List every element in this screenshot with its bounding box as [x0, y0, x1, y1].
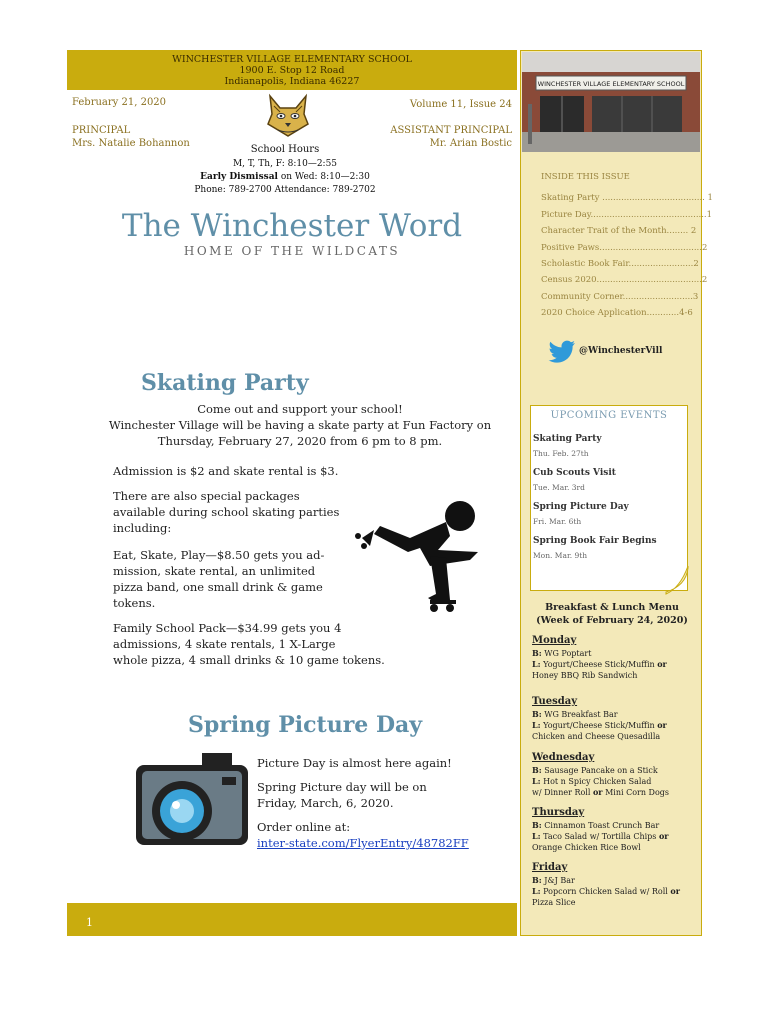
or-label: or — [658, 831, 669, 841]
menu-title-line-2: (Week of February 24, 2020) — [536, 615, 688, 626]
issue-date: February 21, 2020 — [72, 97, 167, 108]
text-line: tokens. — [113, 596, 156, 610]
skating-intro-line: Thursday, February 27, 2020 from 6 pm to 8 pm. — [157, 434, 443, 448]
menu-items — [532, 820, 694, 853]
skating-package-family — [113, 620, 385, 668]
skating-admission: Admission is $2 and skate rental is $3. — [113, 464, 339, 478]
event-date: Fri. Mar. 6th — [533, 517, 582, 526]
toc-item[interactable]: Scholastic Book Fair........................2 — [541, 259, 699, 269]
text-line: whole pizza, 4 small drinks & 10 game tokens. — [113, 653, 385, 667]
skating-packages — [113, 488, 339, 536]
or-label: or — [670, 886, 680, 896]
newsletter-subtitle: HOME OF THE WILDCATS — [183, 244, 401, 258]
skating-package-eat-skate-play — [113, 547, 324, 611]
text-line: available during school skating parties — [113, 505, 340, 519]
school-hours — [180, 143, 390, 197]
menu-day: Friday — [532, 862, 568, 873]
lunch-item: Hot n Spicy Chicken Salad — [543, 777, 652, 786]
event-date: Tue. Mar. 3rd — [533, 483, 585, 492]
early-dismissal — [180, 171, 390, 184]
menu-lunch — [532, 720, 694, 731]
event-date: Mon. Mar. 9th — [533, 551, 588, 560]
menu-items — [532, 709, 694, 742]
lunch-item: Popcorn Chicken Salad w/ Roll — [543, 887, 671, 896]
lunch-label: L: — [532, 776, 541, 786]
wildcat-mascot-icon — [264, 94, 312, 138]
breakfast-item: Cinnamon Toast Crunch Bar — [544, 821, 660, 830]
menu-day: Monday — [532, 635, 577, 646]
footer-band — [67, 903, 517, 936]
lunch-item: Taco Salad w/ Tortilla Chips — [543, 832, 659, 841]
menu-items — [532, 765, 694, 798]
early-dismissal-label: Early Dismissal — [200, 172, 278, 182]
lunch-item: Chicken and Cheese Quesadilla — [532, 732, 661, 741]
menu-title-line-1: Breakfast & Lunch Menu — [545, 602, 679, 613]
text-line: Family School Pack—$34.99 gets you 4 — [113, 621, 342, 635]
lunch-item: Honey BBQ Rib Sandwich — [532, 671, 638, 680]
or-label: or — [592, 787, 603, 797]
menu-day: Wednesday — [532, 752, 595, 763]
principal-label: PRINCIPAL — [72, 125, 131, 136]
address-line-1: 1900 E. Stop 12 Road — [239, 65, 345, 76]
text-line: Eat, Skate, Play—$8.50 gets you ad- — [113, 548, 325, 562]
toc-item[interactable]: Community Corner..........................3 — [541, 292, 699, 302]
skating-party-heading: Skating Party — [141, 370, 309, 396]
text-line: Picture Day is almost here again! — [257, 756, 452, 770]
or-label: or — [657, 659, 667, 669]
breakfast-item: WG Breakfast Bar — [544, 710, 618, 719]
picture-day-text — [257, 755, 469, 851]
breakfast-item: WG Poptart — [544, 649, 592, 658]
breakfast-item: J&J Bar — [544, 876, 575, 885]
menu-title — [527, 601, 697, 627]
lunch-item: w/ Dinner Roll — [532, 788, 593, 797]
text-line: mission, skate rental, an unlimited — [113, 564, 316, 578]
school-hours-title: School Hours — [250, 144, 320, 155]
or-label: or — [657, 720, 667, 730]
lunch-item: Pizza Slice — [532, 898, 576, 907]
principal-name: Mrs. Natalie Bohannon — [72, 138, 190, 149]
photo-sign-text: WINCHESTER VILLAGE ELEMENTARY SCHOOL — [537, 80, 685, 88]
breakfast-item: Sausage Pancake on a Stick — [544, 766, 658, 775]
skating-intro-line: Come out and support your school! — [197, 402, 403, 416]
breakfast-label: B: — [532, 765, 542, 775]
camera-icon — [132, 745, 254, 850]
skating-intro-line: Winchester Village will be having a skate party at Fun Factory on — [108, 418, 492, 432]
menu-breakfast — [532, 820, 694, 831]
lunch-item: Mini Corn Dogs — [605, 788, 669, 797]
twitter-bird-icon[interactable] — [548, 340, 576, 364]
breakfast-label: B: — [532, 648, 542, 658]
event-name: Spring Book Fair Begins — [533, 536, 657, 546]
address-line-2: Indianapolis, Indiana 46227 — [224, 76, 360, 87]
assistant-principal-name: Mr. Arian Bostic — [429, 138, 512, 149]
roller-skater-icon — [350, 496, 495, 614]
event-name: Cub Scouts Visit — [533, 468, 616, 478]
page-curl-icon — [666, 566, 690, 594]
lunch-label: L: — [532, 659, 541, 669]
menu-lunch — [532, 831, 694, 842]
menu-day: Thursday — [532, 807, 585, 818]
toc-item[interactable]: Positive Paws......................................2 — [541, 243, 708, 253]
text-line: Friday, March, 6, 2020. — [257, 796, 394, 810]
upcoming-events-title: UPCOMING EVENTS — [550, 410, 668, 421]
toc-item[interactable]: 2020 Choice Application............4-6 — [541, 308, 693, 318]
skating-intro — [80, 401, 520, 449]
header-band — [67, 50, 517, 90]
breakfast-label: B: — [532, 820, 542, 830]
menu-items — [532, 875, 694, 908]
page-number: 1 — [86, 916, 93, 929]
text-line: Spring Picture day will be on — [257, 780, 427, 794]
text-line: There are also special packages — [113, 489, 300, 503]
menu-lunch-cont — [532, 787, 694, 798]
toc-item[interactable]: Picture Day...........................................1 — [541, 210, 713, 220]
lunch-item: Yogurt/Cheese Stick/Muffin — [543, 660, 658, 669]
toc-item[interactable]: Census 2020.......................................2 — [541, 275, 708, 285]
event-name: Spring Picture Day — [533, 502, 629, 512]
menu-lunch — [532, 659, 694, 670]
upcoming-events-box — [530, 405, 688, 591]
school-name: WINCHESTER VILLAGE ELEMENTARY SCHOOL — [172, 54, 412, 65]
menu-breakfast — [532, 875, 694, 886]
event-date: Thu. Feb. 27th — [533, 449, 589, 458]
event-name: Skating Party — [533, 434, 602, 444]
text-line: including: — [113, 521, 172, 535]
phone-numbers: Phone: 789-2700 Attendance: 789-2702 — [194, 185, 376, 195]
twitter-handle[interactable]: @WinchesterVill — [579, 346, 663, 356]
breakfast-label: B: — [532, 709, 542, 719]
menu-lunch — [532, 886, 694, 897]
lunch-label: L: — [532, 831, 541, 841]
menu-breakfast — [532, 648, 694, 659]
text-line: admissions, 4 skate rentals, 1 X-Large — [113, 637, 336, 651]
breakfast-label: B: — [532, 875, 542, 885]
lunch-item: Orange Chicken Rice Bowl — [532, 843, 641, 852]
lunch-label: L: — [532, 886, 541, 896]
text-line: pizza band, one small drink & game — [113, 580, 323, 594]
school-building-photo — [522, 52, 700, 152]
picture-order-link[interactable]: inter-state.com/FlyerEntry/48782FF — [257, 836, 469, 850]
menu-items — [532, 648, 694, 681]
menu-lunch — [532, 776, 694, 787]
menu-day: Tuesday — [532, 696, 578, 707]
assistant-principal-label: ASSISTANT PRINCIPAL — [390, 125, 512, 136]
toc-item[interactable]: Skating Party ...................................... 1 — [541, 193, 713, 203]
toc-item[interactable]: Character Trait of the Month........ 2 — [541, 226, 697, 236]
picture-day-heading: Spring Picture Day — [188, 712, 423, 738]
newsletter-title: The Winchester Word — [121, 208, 463, 244]
lunch-label: L: — [532, 720, 541, 730]
text-line: Order online at: — [257, 820, 351, 834]
menu-breakfast — [532, 709, 694, 720]
early-dismissal-hours: on Wed: 8:10—2:30 — [277, 172, 370, 182]
lunch-item: Yogurt/Cheese Stick/Muffin — [543, 721, 658, 730]
menu-breakfast — [532, 765, 694, 776]
volume-issue: Volume 11, Issue 24 — [409, 99, 512, 110]
inside-issue-title: INSIDE THIS ISSUE — [541, 172, 630, 182]
regular-hours: M, T, Th, F: 8:10—2:55 — [232, 159, 338, 169]
